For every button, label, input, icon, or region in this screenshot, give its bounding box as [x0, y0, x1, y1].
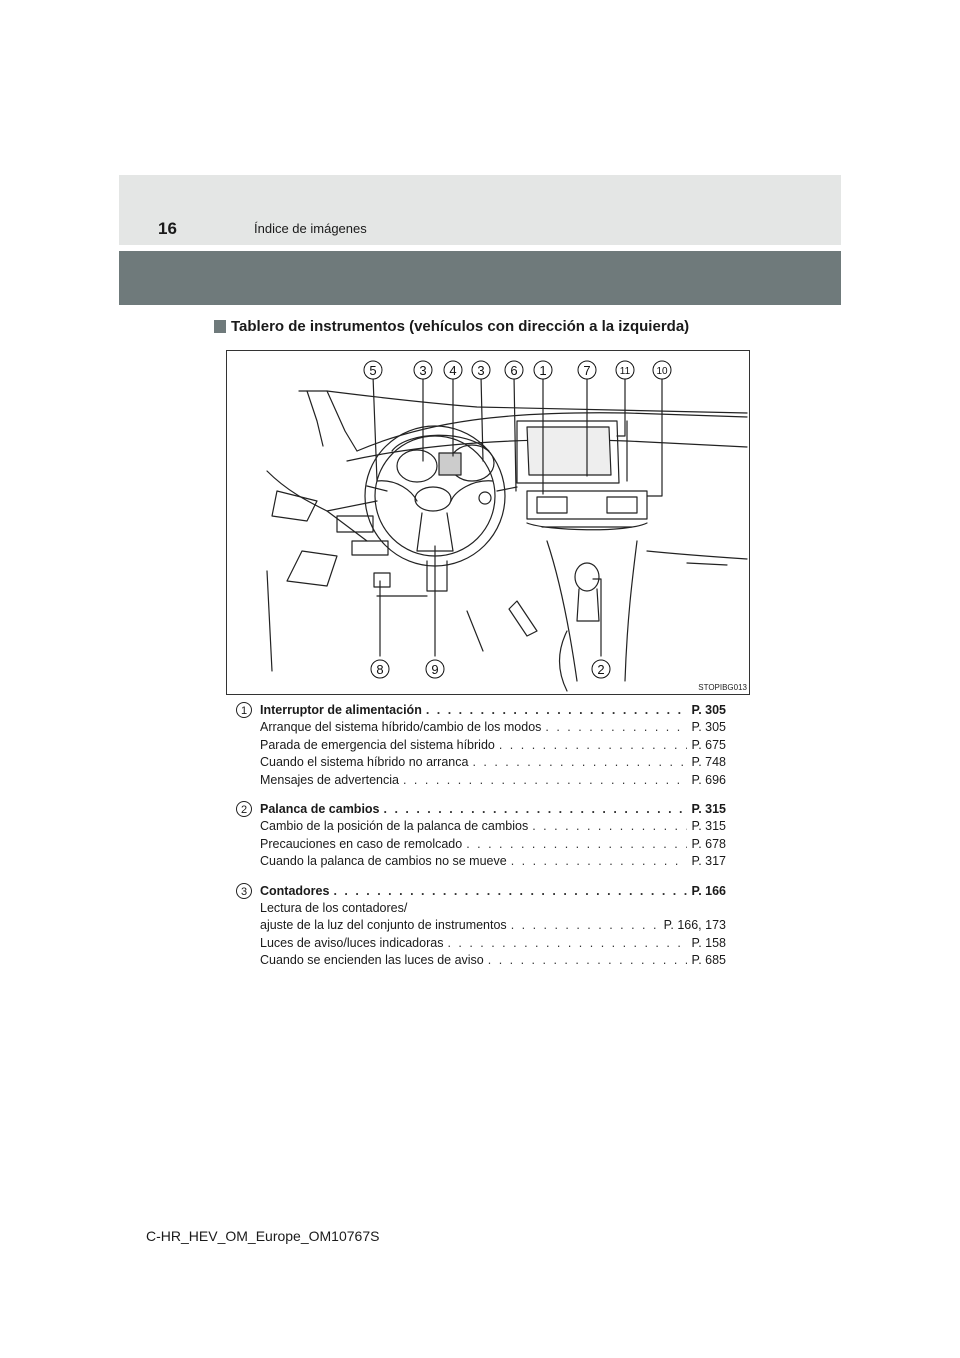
entry-3-title-line: [260, 883, 726, 900]
sub-label: Cuando la palanca de cambios no se mueve: [260, 854, 507, 869]
entry-1: [236, 702, 726, 789]
sub-page: P. 315: [691, 819, 726, 834]
callout-5: [364, 361, 382, 379]
entry-2-sub-2: [260, 836, 726, 853]
callout-8: [371, 660, 389, 678]
leader-dots: [426, 702, 688, 719]
entry-3-sub-2: [260, 935, 726, 952]
running-title: Índice de imágenes: [254, 221, 367, 236]
sub-page: P. 685: [691, 953, 726, 968]
sub-page: P. 675: [691, 737, 726, 752]
entry-1-title-line: [260, 702, 726, 719]
callout-7-label: 7: [583, 363, 591, 378]
entry-3-number: 3: [236, 883, 252, 899]
callout-3b-label: 3: [477, 363, 485, 378]
dashboard-figure: [226, 350, 750, 695]
entry-1-sub-2: [260, 737, 726, 754]
entry-2: [236, 801, 726, 871]
leader-dots: [333, 883, 687, 900]
sub-label: Luces de aviso/luces indicadoras: [260, 935, 444, 950]
callout-9: [426, 660, 444, 678]
callout-10-label: 10: [656, 366, 668, 377]
callout-11: [616, 361, 634, 379]
figure-code: STOPIBG013: [698, 683, 747, 692]
sub-page: P. 748: [691, 755, 726, 770]
header-light-bar: [119, 175, 841, 245]
sub-page: P. 305: [691, 720, 726, 735]
callout-2-label: 2: [597, 662, 605, 677]
entry-3-sub-3: [260, 952, 726, 969]
entry-1-page: P. 305: [691, 703, 726, 717]
callout-6: [505, 361, 523, 379]
entry-2-sub-3: [260, 853, 726, 870]
callout-3b: [472, 361, 490, 379]
leader-dots: [545, 719, 687, 736]
callout-1: [534, 361, 552, 379]
sub-label: Mensajes de advertencia: [260, 772, 399, 787]
leader-dots: [488, 952, 688, 969]
entry-3: [236, 883, 726, 970]
leader-dots: [472, 754, 687, 771]
sub-label: Cambio de la posición de la palanca de cambios: [260, 819, 529, 834]
sub-label: Precauciones en caso de remolcado: [260, 836, 463, 851]
section-title: Tablero de instrumentos (vehículos con dirección a la izquierda): [231, 318, 690, 335]
entry-3-plain-line: Lectura de los contadores/: [260, 901, 408, 916]
sub-page: P. 317: [691, 854, 726, 869]
leader-dots: [447, 935, 687, 952]
entry-2-title-line: [260, 801, 726, 818]
leader-dots: [511, 917, 660, 934]
callout-6-label: 6: [510, 363, 518, 378]
callout-5-label: 5: [369, 363, 377, 378]
entry-1-title: Interruptor de alimentación: [260, 703, 422, 717]
header-dark-bar: [119, 251, 841, 305]
callout-1-label: 1: [539, 363, 547, 378]
page-number: 16: [158, 219, 177, 238]
entry-2-title: Palanca de cambios: [260, 802, 380, 817]
leader-dots: [532, 818, 687, 835]
callout-10: [653, 361, 671, 379]
leader-dots: [511, 853, 688, 870]
callout-4: [444, 361, 462, 379]
sub-page: P. 158: [691, 935, 726, 950]
callout-2: [592, 660, 610, 678]
entry-3-page: P. 166: [691, 883, 726, 898]
section-heading: [214, 318, 689, 335]
entry-2-page: P. 315: [691, 802, 726, 817]
leader-dots: [384, 801, 688, 818]
entry-2-number: 2: [236, 801, 252, 817]
entry-3-sub-1: [260, 917, 726, 934]
callout-3a-label: 3: [419, 363, 427, 378]
entry-1-sub-3: [260, 754, 726, 771]
sub-label: Parada de emergencia del sistema híbrido: [260, 737, 495, 752]
entry-list: [236, 702, 726, 982]
sub-label: Cuando se encienden las luces de aviso: [260, 953, 484, 968]
leader-dots: [403, 772, 687, 789]
leader-dots: [499, 737, 688, 754]
sub-label: Arranque del sistema híbrido/cambio de los modos: [260, 720, 542, 735]
callout-9-label: 9: [431, 662, 439, 677]
entry-2-sub-1: [260, 818, 726, 835]
sub-page: P. 696: [691, 772, 726, 787]
entry-3-title: Contadores: [260, 883, 330, 898]
sub-label: ajuste de la luz del conjunto de instrumentos: [260, 918, 507, 933]
sub-label: Cuando el sistema híbrido no arranca: [260, 755, 469, 770]
callout-7: [578, 361, 596, 379]
callout-4-label: 4: [449, 363, 457, 378]
entry-1-number: 1: [236, 702, 252, 718]
entry-1-sub-1: [260, 719, 726, 736]
sub-page: P. 166, 173: [663, 918, 726, 933]
entry-1-sub-4: [260, 772, 726, 789]
callout-11-label: 11: [619, 366, 631, 377]
leader-dots: [466, 836, 687, 853]
footer-code: C-HR_HEV_OM_Europe_OM10767S: [146, 1228, 380, 1244]
callout-8-label: 8: [376, 662, 384, 677]
dashboard-illustration: [227, 351, 749, 694]
header-band: [119, 175, 841, 305]
callout-3a: [414, 361, 432, 379]
section-square-icon: [214, 320, 226, 333]
sub-page: P. 678: [691, 836, 726, 851]
